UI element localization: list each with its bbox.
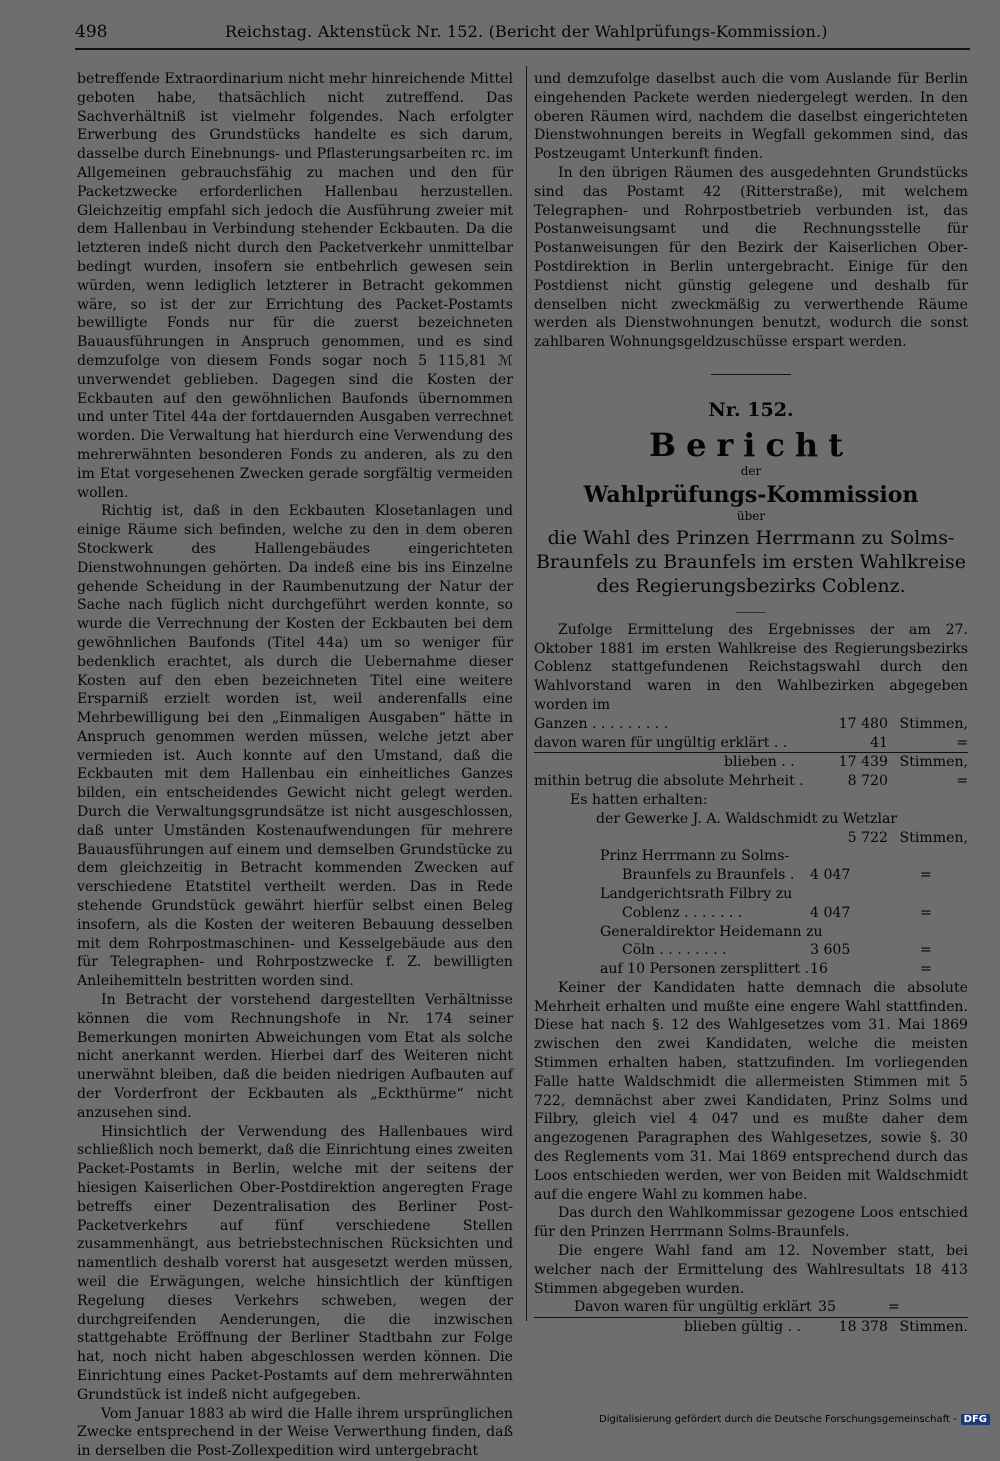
tally-row	[534, 715, 968, 734]
tally-label: Es hatten erhalten:	[570, 791, 708, 808]
tally-unit: Stimmen,	[899, 754, 968, 771]
tally-row	[534, 960, 968, 979]
final-number: 35	[818, 1299, 836, 1316]
digitization-credit	[599, 1414, 990, 1425]
tally-row	[534, 885, 968, 904]
tally-unit: Stimmen,	[899, 715, 968, 732]
column-divider	[526, 66, 527, 1321]
left-paragraph-5: Vom Januar 1883 ab wird die Halle ihrem ursprünglichen Zwecke entsprechend in der Weise Verwerthung finden, daß in derselben die Post-Zollexpedition wird untergebracht	[77, 1405, 513, 1460]
tally-label: Braunfels zu Braunfels .	[622, 867, 795, 884]
page-number: 498	[75, 22, 108, 42]
runoff-paragraph: Die engere Wahl fand am 12. November statt, bei welcher nach der Ermittelung des Wahlresultats 18 413 Stimmen abgegeben wurden.	[534, 1243, 968, 1297]
header-rule	[75, 48, 970, 50]
tally-number: 8 720	[847, 773, 888, 790]
credit-text: Digitalisierung gefördert durch die Deutsche Forschungsgemeinschaft -	[599, 1414, 957, 1425]
tally-row	[534, 752, 968, 772]
left-column	[77, 70, 513, 1461]
tally-row	[534, 734, 968, 753]
tally-number: 3 605	[810, 942, 851, 959]
tally-row	[534, 847, 968, 866]
final-label: blieben gültig . .	[684, 1319, 802, 1336]
topic-rule	[736, 612, 766, 613]
running-header	[75, 18, 970, 50]
tally-number: 17 439	[838, 754, 888, 771]
tally-label: blieben . .	[724, 754, 795, 771]
tally-number: 4 047	[810, 867, 851, 884]
tally-row	[534, 829, 968, 848]
tally-label: auf 10 Personen zersplittert .	[600, 961, 810, 978]
heading-der: der	[740, 463, 762, 478]
intro-paragraph: Zufolge Ermittelung des Ergebnisses der am 27. Oktober 1881 im ersten Wahlkreise des Regierungsbezirks Coblenz stattgefundenen Reichstagswahl durch den Wahlvorstand waren in den Wahlbezirken abgegeben worden im	[534, 621, 968, 713]
tally-row	[534, 866, 968, 885]
final-row	[534, 1298, 968, 1317]
tally-label: davon waren für ungültig erklärt . .	[534, 734, 788, 751]
result-paragraph: Keiner der Kandidaten hatte demnach die absolute Mehrheit erhalten und mußte eine engere Wahl stattfinden. Diese hat nach §. 12 des Wahlgesetzes vom 31. Mai 1869 zwischen den zwei Kandidaten, welche die meisten Stimmen erhalten haben, stattzufinden. Im vorliegenden Falle hatte Waldschmidt die allermeisten Stimmen mit 5 722, demnächst aber zwei Kandidaten, Prinz Solms und Filbry, gleich viel 4 047 und es mußte daher dem angezogenen Paragraphen des Wahlgesetzes, sowie §. 30 des Reglements vom 31. Mai 1869 entsprechend durch das Loos entschieden werden, wer von Beiden mit Waldschmidt auf die engere Wahl zu kommen habe.	[534, 979, 968, 1203]
tally-label: mithin betrug die absolute Mehrheit .	[534, 773, 804, 790]
document-number: Nr. 152.	[708, 398, 794, 421]
topic-heading: die Wahl des Prinzen Herrmann zu Solms-Braunfels zu Braunfels im ersten Wahlkreise des Regierungsbezirks Coblenz.	[535, 526, 967, 597]
heading-ueber: über	[736, 508, 766, 523]
tally-unit: =	[920, 942, 932, 959]
tally-label: Prinz Herrmann zu Solms-	[600, 848, 790, 865]
tally-number: 16	[810, 961, 828, 978]
left-paragraph-1: betreffende Extraordinarium nicht mehr hinreichende Mittel geboten habe, thatsächlich nicht zutreffend. Das Sachverhältniß ist vielmehr folgendes. Nach erfolgter Erwerbung des Grundstücks handelte es sich darum, dasselbe durch Einebnungs- und Pflasterungsarbeiten rc. im Allgemeinen gebrauchsfähig zu machen und den für Packetzwecke erforderlichen Hallenbau herzustellen. Gleichzeitig empfahl sich jedoch die Ausführung zweier mit dem Hallenbau in Verbindung stehender Eckbauten. Da die letzteren indeß nicht durch den Packetverkehr unmittelbar bedingt wurden, insofern sie entbehrlich gewesen sein würden, wenn lediglich letzterer in Betracht gekommen wäre, so ist der zur Errichtung des Packet-Postamts bewilligte Fonds nur für die zuerst bezeichneten Bauausführungen in Anspruch genommen, und es sind demzufolge von diesem Fonds sogar noch 5 115,81 ℳ unverwendet geblieben. Dagegen sind die Kosten der Eckbauten auf den gewöhnlichen Baufonds übernommen und unter Titel 44a der fortdauernden Ausgaben verrechnet worden. Die Verwaltung hat hierdurch eine Verwendung des mehrerwähnten besonderen Fonds zu anderen, als zu den im Etat vorgesehenen Zwecken gerade sorgfältig vermeiden wollen.	[77, 71, 513, 501]
tally-unit: =	[920, 961, 932, 978]
tally-row	[534, 904, 968, 923]
tally-row	[534, 772, 968, 791]
final-unit: Stimmen.	[899, 1319, 968, 1336]
running-title: Reichstag. Aktenstück Nr. 152. (Bericht der Wahlprüfungs-Kommission.)	[225, 22, 828, 41]
tally-label: Coblenz . . . . . . .	[622, 904, 743, 921]
tally-unit: =	[920, 904, 932, 921]
tally-label: Cöln . . . . . . . .	[622, 942, 727, 959]
tally-unit: =	[920, 867, 932, 884]
tally-label: Landgerichtsrath Filbry zu	[600, 885, 793, 902]
final-number: 18 378	[838, 1319, 888, 1336]
commission-heading: Wahlprüfungs-Kommission	[583, 481, 919, 508]
tally-number: 4 047	[810, 904, 851, 921]
tally-label: Ganzen . . . . . . . . .	[534, 715, 669, 732]
dfg-logo: DFG	[961, 1414, 990, 1425]
right-column	[534, 70, 968, 1337]
tally-label: der Gewerke J. A. Waldschmidt zu Wetzlar	[596, 810, 898, 827]
left-paragraph-2: Richtig ist, daß in den Eckbauten Klosetanlagen und einige Räume sich befinden, welche zu den in dem oberen Stockwerk des Hallengebäudes eingerichteten Dienstwohnungen gehörten. Da indeß eine bis ins Einzelne gehende Scheidung in der Raumbenutzung der Natur der Sache nach füglich nicht durchgeführt werden konnte, so wurde die Verrechnung der Kosten der Eckbauten bei dem gewöhnlichen Baufonds (Titel 44a) um so weniger für bedenklich erachtet, als durch die Uebernahme dieser Kosten auf den eben bezeichneten Titel eine weitere Ersparniß erzielt worden ist, weil anderenfalls eine Mehrbewilligung bei den „Einmaligen Ausgaben“ hätte in Anspruch genommen werden müssen, welche jetzt aber vermieden ist. Auch konnte auf den Umstand, daß die Eckbauten mit dem Hallenbau ein einheitliches Ganzes bilden, ein entscheidendes Gewicht nicht gelegt werden. Durch die Verwaltungsgrundsätze ist nicht ausgeschlossen, daß unter Umständen Kostenaufwendungen für mehrere Bauausführungen auf einem und demselben Grundstücke zu dem gleichzeitig in Betracht kommenden Zwecken auf verschiedene Etatstitel vertheilt werden. Das in Rede stehende Grundstück gewährt hierfür selbst einen Beleg insofern, als die Kosten der weiteren Bebauung desselben mit dem Rohrpostmaschinen- und Kesselgebäude aus den für Telegraphen- und Rohrpostzwecke f. Z. bewilligten Anleihemitteln bestritten worden sind.	[77, 503, 513, 990]
loos-paragraph: Das durch den Wahlkommissar gezogene Loos entschied für den Prinzen Herrmann Solms-Braunfels.	[534, 1205, 968, 1241]
right-continuation: und demzufolge daselbst auch die vom Auslande für Berlin eingehenden Packete werden niedergelegt werden. In den oberen Räumen wird, nachdem die daselbst eingerichteten Dienstwohnungen bereits in Wegfall gekommen sind, das Postzeugamt Unterkunft finden.	[534, 71, 968, 163]
tally-unit: =	[956, 773, 968, 790]
tally-label: Generaldirektor Heidemann zu	[600, 923, 823, 940]
final-label: Davon waren für ungültig erklärt	[574, 1299, 812, 1316]
tally-unit: =	[956, 734, 968, 751]
tally-number: 17 480	[838, 715, 888, 732]
tally-number: 5 722	[847, 829, 888, 846]
report-heading: Bericht	[649, 425, 853, 464]
tally-number: 41	[870, 734, 888, 751]
tally-row	[534, 941, 968, 960]
tally-unit: Stimmen,	[899, 829, 968, 846]
left-paragraph-4: Hinsichtlich der Verwendung des Hallenbaues wird schließlich noch bemerkt, daß die Einrichtung eines zweiten Packet-Postamts in Berlin, welche mit der seitens der hiesigen Kaiserlichen Ober-Postdirektion angeregten Frage betreffs einer Dezentralisation des Berliner Post-Packetverkehrs auf fünf verschiedene Stellen zusammenhängt, aus betriebstechnischen Rücksichten und namentlich deshalb vorerst hat ausgesetzt werden müssen, weil die Erwägungen, welche hinsichtlich der künftigen Regelung dieses Verkehrs schweben, wegen der durchgreifenden Aenderungen, die die inzwischen stattgehabte Eröffnung der Berliner Stadtbahn zur Folge hat, noch nicht haben abgeschlossen werden können. Die Einrichtung eines Packet-Postamts auf dem mehrerwähnten Grundstück ist indeß nicht aufgegeben.	[77, 1123, 513, 1403]
tally-row	[534, 923, 968, 942]
left-paragraph-3: In Betracht der vorstehend dargestellten Verhältnisse können die vom Rechnungshofe in Nr. 174 seiner Bemerkungen monirten Abweichungen vom Etat als solche nicht anerkannt werden. Hierbei darf des Weiteren nicht unerwähnt bleiben, daß die beiden niedrigen Aufbauten auf der Vorderfront der Eckbauten als „Eckthürme“ nicht anzusehen sind.	[77, 992, 513, 1121]
tally-row	[534, 810, 968, 829]
tally-row	[534, 791, 968, 810]
final-unit: =	[888, 1299, 900, 1316]
final-row	[534, 1317, 968, 1337]
section-separator	[711, 374, 791, 375]
right-paragraph-2: In den übrigen Räumen des ausgedehnten Grundstücks sind das Postamt 42 (Ritterstraße), mit welchem Telegraphen- und Rohrpostbetrieb verbunden ist, das Postanweisungsamt und die Rechnungsstelle für Postanweisungen für den Bezirk der Kaiserlichen Ober-Postdirektion in Berlin untergebracht. Einige für den Postdienst nicht günstig gelegene und deshalb für denselben nicht zweckmäßig zu verwerthende Räume werden als Dienstwohnungen benutzt, wodurch die sonst zahlbaren Wohnungsgeldzuschüsse erspart werden.	[534, 164, 968, 351]
